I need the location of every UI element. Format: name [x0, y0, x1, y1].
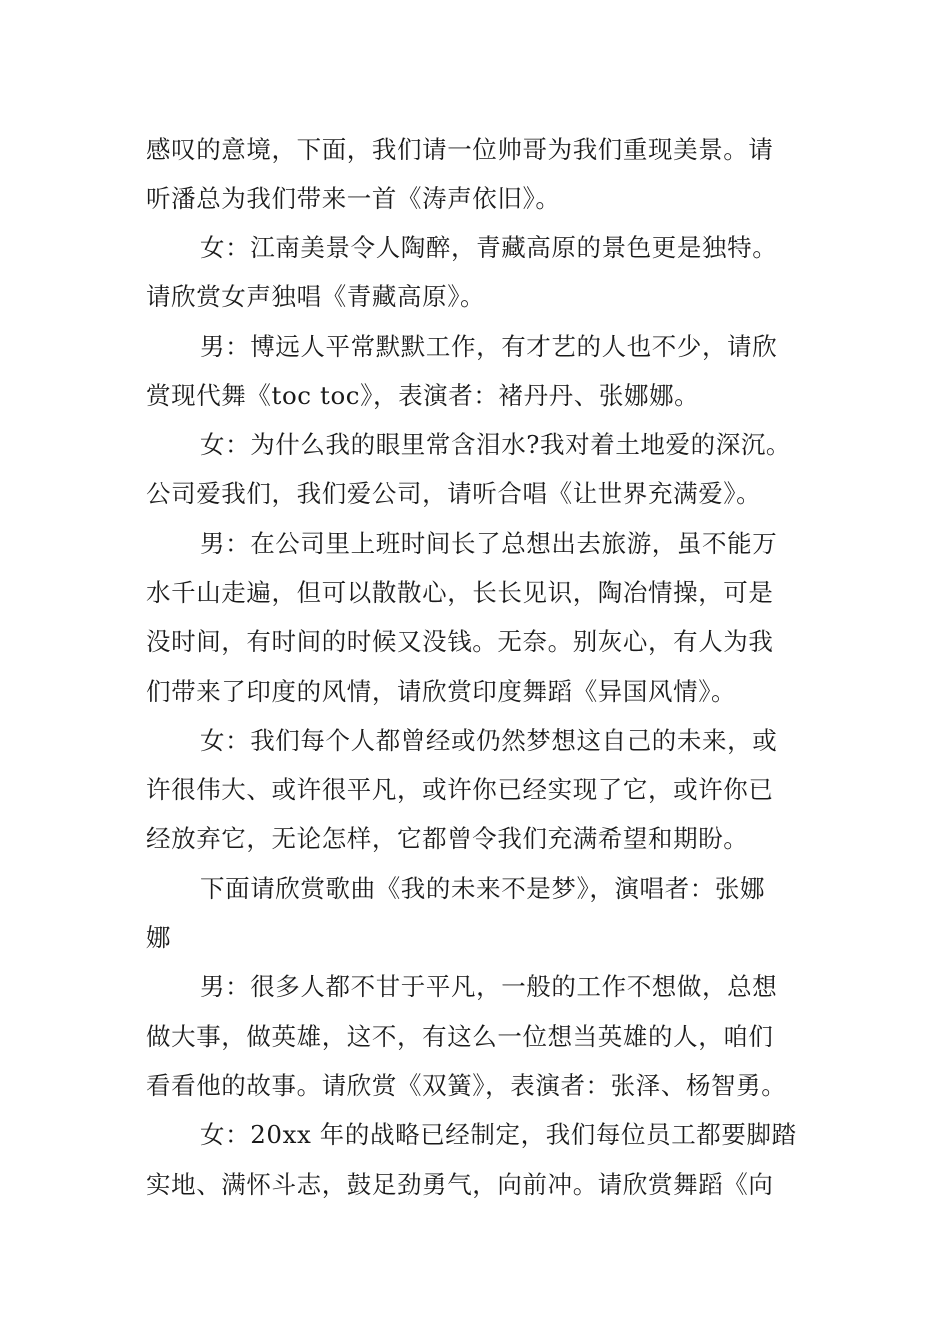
text-line: 请欣赏女声独唱《青藏高原》。 [146, 282, 486, 311]
text-line: 看看他的故事。请欣赏《双簧》，表演者：张泽、杨智勇。 [146, 1071, 787, 1100]
text-line: 实地、满怀斗志，鼓足劲勇气，向前冲。请欣赏舞蹈《向 [146, 1170, 774, 1199]
text-line: 公司爱我们，我们爱公司，请听合唱《让世界充满爱》。 [146, 479, 762, 508]
text-line: 水千山走遍，但可以散散心，长长见识，陶冶情操，可是 [146, 578, 774, 607]
text-line: 没时间，有时间的时候又没钱。无奈。别灰心，有人为我 [146, 627, 774, 656]
text-line: 做大事，做英雄，这不，有这么一位想当英雄的人，咱们 [146, 1022, 774, 1051]
text-line: 男：博远人平常默默工作，有才艺的人也不少，请欣 [200, 332, 778, 361]
text-line: 男：在公司里上班时间长了总想出去旅游，虽不能万 [200, 529, 778, 558]
text-line: 男：很多人都不甘于平凡，一般的工作不想做，总想 [200, 972, 778, 1001]
text-line: 女：江南美景令人陶醉，青藏高原的景色更是独特。 [200, 233, 778, 262]
text-line: 听潘总为我们带来一首《涛声依旧》。 [146, 184, 561, 213]
text-line: 经放弃它，无论怎样，它都曾令我们充满希望和期盼。 [146, 824, 749, 853]
text-line: 赏现代舞《toc toc》，表演者：褚丹丹、张娜娜。 [146, 381, 700, 410]
text-line: 下面请欣赏歌曲《我的未来不是梦》，演唱者：张娜 [200, 874, 766, 903]
text-line: 女：为什么我的眼里常含泪水?我对着土地爱的深沉。 [200, 430, 792, 459]
text-line: 许很伟大、或许很平凡，或许你已经实现了它，或许你已 [146, 775, 774, 804]
text-line: 女：我们每个人都曾经或仍然梦想这自己的未来，或 [200, 726, 778, 755]
text-line: 娜 [146, 923, 172, 952]
text-line: 感叹的意境，下面，我们请一位帅哥为我们重现美景。请 [146, 135, 774, 164]
text-line: 们带来了印度的风情，请欣赏印度舞蹈《异国风情》。 [146, 677, 737, 706]
text-line: 女：20xx 年的战略已经制定，我们每位员工都要脚踏 [200, 1120, 797, 1149]
